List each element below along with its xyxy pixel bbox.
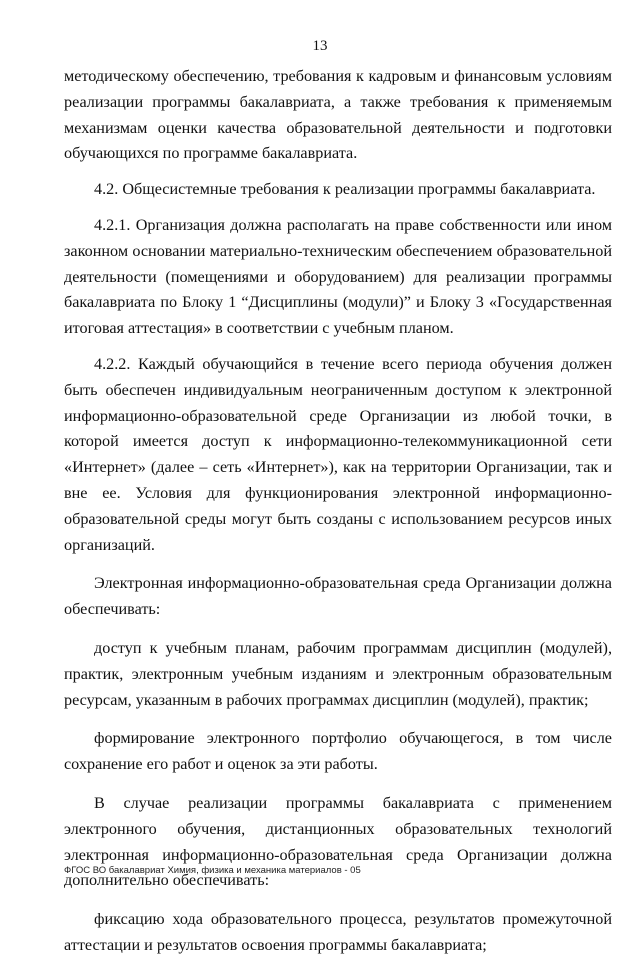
section-heading-4-2: 4.2. Общесистемные требования к реализации программы бакалавриата. bbox=[94, 180, 596, 199]
document-footer: ФГОС ВО бакалавриат Химия, физика и механика материалов - 05 bbox=[64, 865, 361, 876]
paragraph-continuation: методическому обеспечению, требования к кадровым и финансовым условиям реализации программы бакалавриата, а также требования к применяемым механизмам оценки качества образовательной деятельности и подготовки обучающихся по программе бакалавриата. bbox=[64, 67, 612, 163]
paragraph-e-learning: В случае реализации программы бакалавриата с применением электронного обучения, дистанционных образовательных технологий электронная информационно-образовательная среда Организации должна дополнительно обеспечивать: bbox=[64, 793, 612, 890]
paragraph-portfolio: формирование электронного портфолио обучающегося, в том числе сохранение его работ и оценок за эти работы. bbox=[64, 729, 612, 774]
paragraph-environment: Электронная информационно-образовательная среда Организации должна обеспечивать: bbox=[64, 574, 612, 619]
paragraph-4-2-2: 4.2.2. Каждый обучающийся в течение всего периода обучения должен быть обеспечен индивидуальным неограниченным доступом к электронной информационно-образовательной среде Организации из любой точки, в которой имеется доступ к информационно-телекоммуникационной сети «Интернет» (далее – сеть «Интернет»), как на территории Организации, так и вне ее. Условия для функционирования электронной информационно-образовательной среды могут быть созданы с использованием ресурсов иных организаций. bbox=[64, 354, 612, 554]
document-body bbox=[64, 64, 612, 959]
paragraph-4-2-1: 4.2.1. Организация должна располагать на праве собственности или ином законном основании материально-техническим обеспечением образовательной деятельности (помещениями и оборудованием) для реализации программы бакалавриата по Блоку 1 “Дисциплины (модули)” и Блоку 3 «Государственная итоговая аттестация» в соответствии с учебным планом. bbox=[64, 215, 612, 338]
paragraph-recording: фиксацию хода образовательного процесса, результатов промежуточной аттестации и результатов освоения программы бакалавриата; bbox=[64, 910, 612, 954]
page-number: 13 bbox=[312, 38, 328, 54]
paragraph-access: доступ к учебным планам, рабочим программам дисциплин (модулей), практик, электронным учебным изданиям и электронным образовательным ресурсам, указанным в рабочих программах дисциплин (модулей), практик; bbox=[64, 638, 612, 709]
